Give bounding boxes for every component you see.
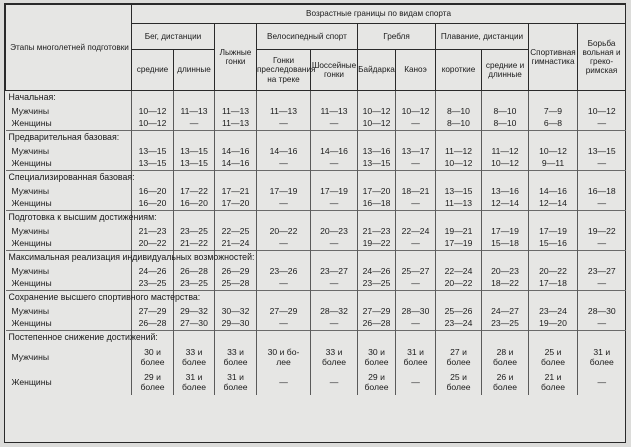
row-label: Мужчины (11, 185, 50, 196)
running-header: Бег, дистанции (132, 24, 215, 50)
value-cell: 23—25 (132, 278, 174, 291)
value-cell: 26—28 (358, 318, 396, 331)
empty-cell (436, 131, 482, 146)
value-cell: 16—20 (132, 198, 174, 211)
stage-title: Постепенное снижение достижений: (6, 331, 132, 346)
value-cell: 13—16 (358, 145, 396, 158)
value-cell: 23—27 (311, 265, 358, 278)
value-cell: — (257, 198, 311, 211)
value-cell: — (396, 278, 436, 291)
rowing-header: Гребля (358, 24, 436, 50)
empty-cell (174, 211, 215, 226)
value-cell: — (257, 158, 311, 171)
empty-cell (396, 171, 436, 186)
value-cell: — (578, 318, 626, 331)
swimming-header: Плавание, дистанции (436, 24, 529, 50)
empty-cell (436, 91, 482, 106)
value-cell: 25—28 (215, 278, 257, 291)
value-cell: — (578, 118, 626, 131)
value-cell: 15—18 (482, 238, 529, 251)
value-cell: 31 и более (578, 345, 626, 370)
empty-cell (311, 291, 358, 306)
value-cell: — (578, 238, 626, 251)
value-cell: 29 и более (132, 370, 174, 395)
empty-cell (174, 331, 215, 346)
row-label: Женщины (11, 198, 52, 209)
value-cell: 16—18 (578, 185, 626, 198)
value-cell: 24—27 (482, 305, 529, 318)
value-cell: 10—12 (132, 105, 174, 118)
empty-cell (215, 131, 257, 146)
empty-cell (436, 331, 482, 346)
stage-title-row (6, 211, 626, 226)
value-cell: 25—26 (436, 305, 482, 318)
empty-cell (311, 331, 358, 346)
value-cell: 10—12 (396, 105, 436, 118)
empty-cell (529, 171, 578, 186)
empty-cell (174, 91, 215, 106)
empty-cell (529, 251, 578, 266)
empty-cell (174, 131, 215, 146)
value-cell: 23—26 (257, 265, 311, 278)
value-cell: 21—24 (215, 238, 257, 251)
value-cell: 11—13 (174, 105, 215, 118)
value-cell: 26 и более (482, 370, 529, 395)
value-cell: 20—23 (311, 225, 358, 238)
value-cell: 16—20 (174, 198, 215, 211)
stage-title: Максимальная реализация индивидуальных возможностей: (6, 251, 132, 266)
value-cell: 14—16 (257, 145, 311, 158)
value-cell: 26—28 (132, 318, 174, 331)
value-cell: 10—12 (529, 145, 578, 158)
value-cell: 14—16 (529, 185, 578, 198)
empty-cell (482, 171, 529, 186)
value-cell: — (257, 370, 311, 395)
value-cell: 23—25 (482, 318, 529, 331)
value-cell: 17—21 (215, 185, 257, 198)
table-row (6, 305, 626, 318)
value-cell: 27—29 (257, 305, 311, 318)
running-long-subheader: длинные (174, 50, 215, 91)
stage-title-row (6, 251, 626, 266)
value-cell: 12—14 (529, 198, 578, 211)
empty-cell (358, 91, 396, 106)
cycling-header: Велосипедный спорт (257, 24, 358, 50)
empty-cell (578, 211, 626, 226)
value-cell: 8—10 (436, 105, 482, 118)
empty-cell (358, 251, 396, 266)
value-cell: 29 и более (358, 370, 396, 395)
empty-cell (482, 211, 529, 226)
empty-cell (358, 331, 396, 346)
empty-cell (529, 211, 578, 226)
value-cell: — (578, 198, 626, 211)
empty-cell (174, 171, 215, 186)
value-cell: 21—23 (358, 225, 396, 238)
empty-cell (215, 91, 257, 106)
empty-cell (215, 291, 257, 306)
empty-cell (215, 171, 257, 186)
value-cell: — (257, 118, 311, 131)
value-cell: 20—22 (257, 225, 311, 238)
empty-cell (132, 171, 174, 186)
value-cell: 17—22 (174, 185, 215, 198)
value-cell: — (311, 158, 358, 171)
value-cell: 13—15 (132, 145, 174, 158)
value-cell: 23—25 (174, 278, 215, 291)
value-cell: — (578, 158, 626, 171)
empty-cell (578, 91, 626, 106)
empty-cell (257, 291, 311, 306)
value-cell: — (396, 370, 436, 395)
value-cell: 14—16 (311, 145, 358, 158)
empty-cell (396, 251, 436, 266)
value-cell: 13—15 (578, 145, 626, 158)
value-cell: 13—15 (174, 145, 215, 158)
empty-cell (436, 291, 482, 306)
empty-cell (396, 331, 436, 346)
table-row (6, 318, 626, 331)
empty-cell (311, 91, 358, 106)
table-row (6, 238, 626, 251)
value-cell: 17—19 (311, 185, 358, 198)
value-cell: 20—22 (529, 265, 578, 278)
empty-cell (578, 171, 626, 186)
value-cell: — (311, 118, 358, 131)
empty-cell (436, 211, 482, 226)
value-cell: 27 и более (436, 345, 482, 370)
empty-cell (215, 211, 257, 226)
value-cell: 14—16 (215, 158, 257, 171)
row-label: Женщины (11, 118, 52, 129)
row-label: Женщины (11, 158, 52, 169)
value-cell: — (257, 278, 311, 291)
value-cell: 13—15 (436, 185, 482, 198)
value-cell: 30 и более (132, 345, 174, 370)
value-cell: 31 и более (396, 345, 436, 370)
value-cell: 8—10 (482, 118, 529, 131)
value-cell: 13—15 (132, 158, 174, 171)
empty-cell (358, 211, 396, 226)
wrestling-header: Борьба вольная и греко-римская (578, 24, 626, 91)
empty-cell (482, 131, 529, 146)
stage-title: Специализированная базовая: (6, 171, 132, 186)
value-cell: 10—12 (358, 105, 396, 118)
swimming-long-subheader: средние и длинные (482, 50, 529, 91)
value-cell: — (174, 118, 215, 131)
value-cell: 25—27 (396, 265, 436, 278)
empty-cell (436, 171, 482, 186)
age-limits-table-page (4, 3, 626, 443)
value-cell: 33 и более (215, 345, 257, 370)
value-cell: 11—13 (311, 105, 358, 118)
value-cell: — (311, 318, 358, 331)
table-row (6, 198, 626, 211)
stage-title: Предварительная базовая: (6, 131, 132, 146)
value-cell: — (396, 238, 436, 251)
value-cell: 18—21 (396, 185, 436, 198)
value-cell: 22—24 (396, 225, 436, 238)
value-cell: 28 и более (482, 345, 529, 370)
empty-cell (257, 91, 311, 106)
running-middle-subheader: средние (132, 50, 174, 91)
value-cell: 26—29 (215, 265, 257, 278)
empty-cell (396, 211, 436, 226)
value-cell: 17—19 (436, 238, 482, 251)
empty-cell (257, 131, 311, 146)
value-cell: — (311, 278, 358, 291)
value-cell: 26—28 (174, 265, 215, 278)
age-limits-table (5, 4, 626, 395)
empty-cell (311, 131, 358, 146)
empty-cell (358, 171, 396, 186)
value-cell: 19—22 (578, 225, 626, 238)
stage-title: Подготовка к высшим достижениям: (6, 211, 132, 226)
table-row (6, 105, 626, 118)
empty-cell (311, 211, 358, 226)
empty-cell (215, 331, 257, 346)
value-cell: 11—13 (215, 118, 257, 131)
value-cell: 30 и более (358, 345, 396, 370)
value-cell: 21—23 (132, 225, 174, 238)
empty-cell (311, 251, 358, 266)
empty-cell (311, 171, 358, 186)
value-cell: — (396, 198, 436, 211)
rowing-kayak-subheader: Байдарка (358, 50, 396, 91)
row-label: Женщины (11, 278, 52, 289)
empty-cell (358, 131, 396, 146)
stage-title-row (6, 331, 626, 346)
value-cell: 31 и более (174, 370, 215, 395)
row-label: Мужчины (11, 145, 50, 156)
table-row (6, 158, 626, 171)
skiing-header: Лыжные гонки (215, 24, 257, 91)
table-row (6, 118, 626, 131)
value-cell: 13—15 (358, 158, 396, 171)
empty-cell (529, 291, 578, 306)
value-cell: 23—24 (529, 305, 578, 318)
row-label: Мужчины (11, 105, 50, 116)
empty-cell (358, 291, 396, 306)
value-cell: 22—24 (436, 265, 482, 278)
empty-cell (482, 251, 529, 266)
value-cell: 19—21 (436, 225, 482, 238)
value-cell: — (396, 118, 436, 131)
value-cell: 10—12 (482, 158, 529, 171)
swimming-short-subheader: короткие (436, 50, 482, 91)
value-cell: — (257, 238, 311, 251)
table-row (6, 370, 626, 395)
value-cell: 17—20 (358, 185, 396, 198)
empty-cell (529, 91, 578, 106)
value-cell: 17—18 (529, 278, 578, 291)
value-cell: 31 и более (215, 370, 257, 395)
empty-cell (396, 131, 436, 146)
value-cell: 11—13 (215, 105, 257, 118)
empty-cell (257, 211, 311, 226)
stage-column-header: Этапы многолетней подготовки (6, 5, 132, 91)
value-cell: 23—24 (436, 318, 482, 331)
value-cell: 22—25 (215, 225, 257, 238)
value-cell: 24—26 (132, 265, 174, 278)
value-cell: 10—12 (358, 118, 396, 131)
value-cell: 33 и более (311, 345, 358, 370)
value-cell: — (311, 238, 358, 251)
gymnastics-header: Спортивная гимнастика (529, 24, 578, 91)
value-cell: 30 и бо- лее (257, 345, 311, 370)
value-cell: 12—14 (482, 198, 529, 211)
empty-cell (482, 291, 529, 306)
empty-cell (482, 331, 529, 346)
value-cell: 17—20 (215, 198, 257, 211)
empty-cell (578, 131, 626, 146)
value-cell: 33 и более (174, 345, 215, 370)
age-limits-header: Возрастные границы по видам спорта (132, 5, 626, 24)
table-header (6, 5, 626, 91)
value-cell: 11—13 (257, 105, 311, 118)
value-cell: 9—11 (529, 158, 578, 171)
value-cell: — (257, 318, 311, 331)
value-cell: 28—30 (396, 305, 436, 318)
value-cell: 15—16 (529, 238, 578, 251)
table-row (6, 145, 626, 158)
value-cell: 21—22 (174, 238, 215, 251)
value-cell: 23—25 (358, 278, 396, 291)
value-cell: — (311, 370, 358, 395)
value-cell: 20—22 (436, 278, 482, 291)
value-cell: 29—32 (174, 305, 215, 318)
value-cell: 28—30 (578, 305, 626, 318)
value-cell: 23—27 (578, 265, 626, 278)
value-cell: 6—8 (529, 118, 578, 131)
value-cell: 13—16 (482, 185, 529, 198)
value-cell: 7—9 (529, 105, 578, 118)
value-cell: — (578, 278, 626, 291)
empty-cell (578, 291, 626, 306)
table-body (6, 91, 626, 396)
value-cell: 10—12 (578, 105, 626, 118)
value-cell: 20—23 (482, 265, 529, 278)
value-cell: 19—20 (529, 318, 578, 331)
stage-title-row (6, 291, 626, 306)
value-cell: — (396, 158, 436, 171)
row-label: Мужчины (11, 305, 50, 316)
empty-cell (529, 331, 578, 346)
value-cell: 13—15 (174, 158, 215, 171)
value-cell: 10—12 (132, 118, 174, 131)
empty-cell (132, 91, 174, 106)
value-cell: 25 и более (436, 370, 482, 395)
table-row (6, 278, 626, 291)
value-cell: 30—32 (215, 305, 257, 318)
value-cell: 23—25 (174, 225, 215, 238)
empty-cell (257, 331, 311, 346)
stage-title: Начальная: (8, 92, 56, 103)
table-row (6, 265, 626, 278)
row-label: Мужчины (11, 351, 50, 362)
value-cell: 27—30 (174, 318, 215, 331)
value-cell: 16—20 (132, 185, 174, 198)
stage-title-row (6, 131, 626, 146)
empty-cell (436, 251, 482, 266)
value-cell: — (396, 318, 436, 331)
empty-cell (396, 91, 436, 106)
empty-cell (578, 331, 626, 346)
empty-cell (529, 131, 578, 146)
row-label: Женщины (11, 238, 52, 249)
value-cell: 10—12 (436, 158, 482, 171)
table-row (6, 345, 626, 370)
row-label: Женщины (11, 376, 52, 387)
empty-cell (257, 171, 311, 186)
value-cell: 11—13 (436, 198, 482, 211)
value-cell: — (578, 370, 626, 395)
value-cell: 20—22 (132, 238, 174, 251)
value-cell: 28—32 (311, 305, 358, 318)
stage-title-row (6, 91, 626, 106)
empty-cell (578, 251, 626, 266)
value-cell: 29—30 (215, 318, 257, 331)
value-cell: 11—12 (482, 145, 529, 158)
stage-title: Сохранение высшего спортивного мастерства: (6, 291, 132, 306)
empty-cell (396, 291, 436, 306)
empty-cell (132, 131, 174, 146)
stage-title-row (6, 171, 626, 186)
value-cell: 16—18 (358, 198, 396, 211)
value-cell: 17—19 (482, 225, 529, 238)
value-cell: 18—22 (482, 278, 529, 291)
table-row (6, 185, 626, 198)
row-label: Мужчины (11, 225, 50, 236)
cycling-track-subheader: Гонки преследования на треке (257, 50, 311, 91)
value-cell: — (311, 198, 358, 211)
table-row (6, 225, 626, 238)
value-cell: 14—16 (215, 145, 257, 158)
value-cell: 19—22 (358, 238, 396, 251)
value-cell: 8—10 (436, 118, 482, 131)
value-cell: 25 и более (529, 345, 578, 370)
value-cell: 17—19 (257, 185, 311, 198)
empty-cell (482, 91, 529, 106)
value-cell: 11—12 (436, 145, 482, 158)
row-label: Мужчины (11, 265, 50, 276)
value-cell: 24—26 (358, 265, 396, 278)
rowing-canoe-subheader: Каноэ (396, 50, 436, 91)
row-label: Женщины (11, 318, 52, 329)
value-cell: 27—29 (358, 305, 396, 318)
value-cell: 13—17 (396, 145, 436, 158)
value-cell: 8—10 (482, 105, 529, 118)
value-cell: 17—19 (529, 225, 578, 238)
value-cell: 21 и более (529, 370, 578, 395)
value-cell: 27—29 (132, 305, 174, 318)
cycling-road-subheader: Шоссейные гонки (311, 50, 358, 91)
empty-cell (257, 251, 311, 266)
